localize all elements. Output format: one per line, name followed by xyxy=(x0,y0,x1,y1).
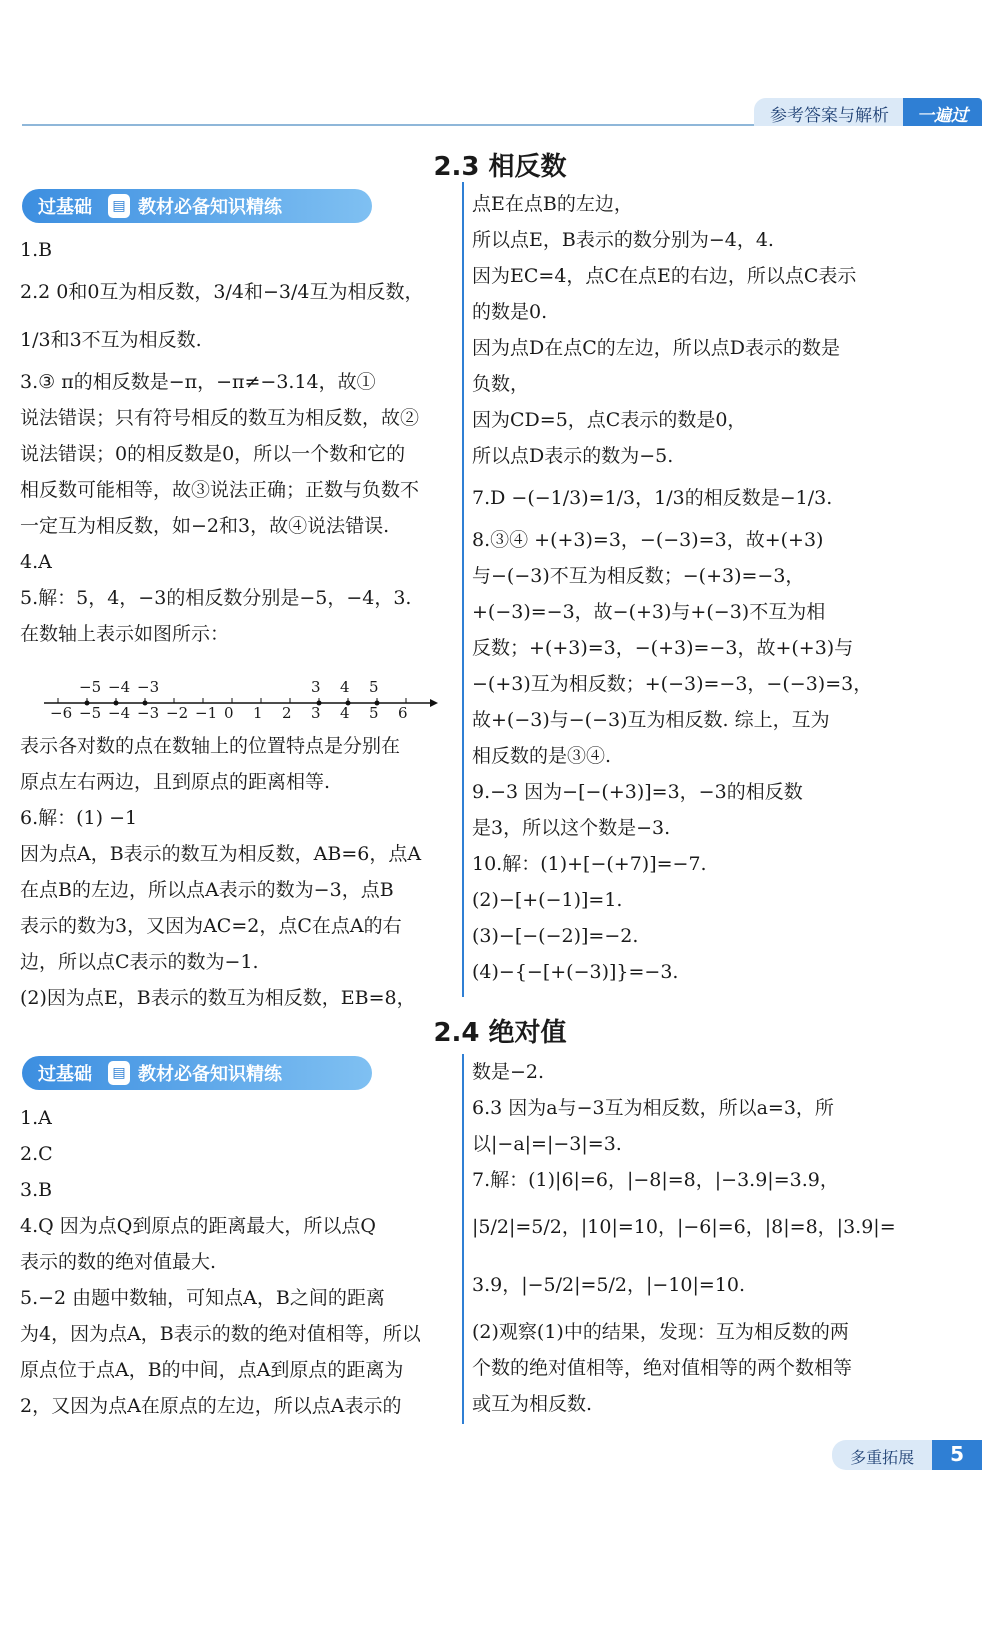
banner-left: 过基础 xyxy=(38,1064,92,1085)
column-divider xyxy=(462,1054,464,1424)
answer-line: 2.2 0和0互为相反数，3/4和−3/4互为相反数， xyxy=(20,281,424,303)
answer-line: 9.−3 因为−[−(+3)]=3，−3的相反数 xyxy=(472,781,803,803)
section-banner xyxy=(22,1056,372,1090)
number-line xyxy=(40,678,440,722)
answer-line: 因为点A，B表示的数互为相反数，AB=6，点A xyxy=(20,843,422,865)
sec2-left-column xyxy=(20,1100,455,1424)
point-label: 5 xyxy=(369,678,379,696)
answer-line: 边，所以点C表示的数为−1. xyxy=(20,951,259,973)
page-number: 5 xyxy=(932,1440,982,1470)
answer-line: 8.③④ +(+3)=3，−(−3)=3，故+(+3) xyxy=(472,529,824,551)
answer-line: 原点位于点A，B的中间，点A到原点的距离为 xyxy=(20,1359,404,1381)
answer-line: 的数是0. xyxy=(472,301,548,323)
answer-line: 2，又因为点A在原点的左边，所以点A表示的 xyxy=(20,1395,402,1417)
banner-right: 教材必备知识精练 xyxy=(138,197,282,218)
point-label: 4 xyxy=(340,678,350,696)
answer-line: 负数， xyxy=(472,373,530,395)
answer-line: 5.解：5，4，−3的相反数分别是−5，−4，3. xyxy=(20,587,412,609)
answer-line: 7.D −(−1/3)=1/3，1/3的相反数是−1/3. xyxy=(472,487,833,509)
sec1-left-column-2 xyxy=(20,728,455,1016)
sec1-right-column xyxy=(472,186,982,990)
header-tab xyxy=(754,98,982,126)
answer-line: −(+3)互为相反数；+(−3)=−3，−(−3)=3， xyxy=(472,673,873,695)
answer-line: (2)因为点E，B表示的数互为相反数，EB=8， xyxy=(20,987,416,1009)
point-label: −4 xyxy=(108,678,131,696)
tick-label: 6 xyxy=(398,704,408,722)
answer-line: +(−3)=−3，故−(+3)与+(−3)不互为相 xyxy=(472,601,826,623)
point-label: 3 xyxy=(311,678,321,696)
answer-line: 3.B xyxy=(20,1179,53,1201)
answer-line: 反数；+(+3)=3，−(+3)=−3，故+(+3)与 xyxy=(472,637,854,659)
answer-line: 与−(−3)不互为相反数；−(+3)=−3， xyxy=(472,565,805,587)
answer-line: 相反数的是③④. xyxy=(472,745,612,767)
column-divider xyxy=(462,182,464,997)
answer-line: 在数轴上表示如图所示： xyxy=(20,623,230,645)
answer-line: 7.解：(1)|6|=6，|−8|=8，|−3.9|=3.9， xyxy=(472,1169,839,1191)
answer-line: 表示各对数的点在数轴上的位置特点是分别在 xyxy=(20,735,401,757)
answer-line: 一定互为相反数，如−2和3，故④说法错误. xyxy=(20,515,390,537)
answer-line: 6.3 因为a与−3互为相反数，所以a=3，所 xyxy=(472,1097,834,1119)
answer-line: 所以点D表示的数为−5. xyxy=(472,445,674,467)
footer-label: 多重拓展 xyxy=(832,1440,932,1470)
answer-line: 说法错误；0的相反数是0，所以一个数和它的 xyxy=(20,443,406,465)
book-icon: ▤ xyxy=(108,1061,130,1085)
answer-line: (2)−[+(−1)]=1. xyxy=(472,889,623,911)
answer-line: 5.−2 由题中数轴，可知点A，B之间的距离 xyxy=(20,1287,385,1309)
tick-label: 5 xyxy=(369,704,379,722)
tick-label: 2 xyxy=(282,704,292,722)
banner-left: 过基础 xyxy=(38,197,92,218)
answer-line: 3.9，|−5/2|=5/2，|−10|=10. xyxy=(472,1274,746,1296)
answer-line: 因为EC=4，点C在点E的右边，所以点C表示 xyxy=(472,265,857,287)
answer-line: 6.解：(1) −1 xyxy=(20,807,138,829)
book-icon: ▤ xyxy=(108,194,130,218)
footer-tab xyxy=(832,1440,982,1470)
answer-line: 1/3和3不互为相反数. xyxy=(20,329,202,351)
answer-line: (2)观察(1)中的结果，发现：互为相反数的两 xyxy=(472,1321,849,1343)
section-title-2-4: 2.4 绝对值 xyxy=(433,1018,567,1048)
tick-label: 0 xyxy=(224,704,234,722)
sec2-right-column xyxy=(472,1054,982,1422)
tick-label: −3 xyxy=(137,704,160,722)
answer-line: 1.B xyxy=(20,239,53,261)
tick-label: −6 xyxy=(50,704,73,722)
answer-line: 因为CD=5，点C表示的数是0， xyxy=(472,409,747,431)
answer-line: 所以点E，B表示的数分别为−4，4. xyxy=(472,229,774,251)
answer-line: 2.C xyxy=(20,1143,53,1165)
answer-line: 因为点D在点C的左边，所以点D表示的数是 xyxy=(472,337,841,359)
section-banner xyxy=(22,189,372,223)
answer-line: 相反数可能相等，故③说法正确；正数与负数不 xyxy=(20,479,420,501)
answer-line: 表示的数为3，又因为AC=2，点C在点A的右 xyxy=(20,915,402,937)
answer-line: 以|−a|=|−3|=3. xyxy=(472,1133,622,1155)
brand-logo: 一遍过 xyxy=(903,98,982,126)
point-label: −3 xyxy=(137,678,160,696)
answer-line: 3.③ π的相反数是−π，−π≠−3.14，故① xyxy=(20,371,376,393)
banner-right: 教材必备知识精练 xyxy=(138,1064,282,1085)
tick-label: −2 xyxy=(166,704,189,722)
point-label: −5 xyxy=(79,678,102,696)
answer-line: 是3，所以这个数是−3. xyxy=(472,817,671,839)
section-label: 参考答案与解析 xyxy=(754,98,903,126)
answer-line: 为4，因为点A，B表示的数的绝对值相等，所以 xyxy=(20,1323,421,1345)
answer-line: 4.A xyxy=(20,551,52,573)
tick-label: −5 xyxy=(79,704,102,722)
answer-line: 或互为相反数. xyxy=(472,1393,593,1415)
answer-line: 1.A xyxy=(20,1107,52,1129)
tick-label: 4 xyxy=(340,704,350,722)
answer-line: 说法错误；只有符号相反的数互为相反数，故② xyxy=(20,407,420,429)
answer-line: 点E在点B的左边， xyxy=(472,193,633,215)
answer-line: 原点左右两边，且到原点的距离相等. xyxy=(20,771,331,793)
answer-line: 数是−2. xyxy=(472,1061,545,1083)
answer-line: 4.Q 因为点Q到原点的距离最大，所以点Q xyxy=(20,1215,376,1237)
tick-label: −1 xyxy=(195,704,218,722)
answer-line: (3)−[−(−2)]=−2. xyxy=(472,925,639,947)
tick-label: −4 xyxy=(108,704,131,722)
section-title-2-3: 2.3 相反数 xyxy=(433,152,567,182)
answer-line: 表示的数的绝对值最大. xyxy=(20,1251,217,1273)
answer-line: 个数的绝对值相等，绝对值相等的两个数相等 xyxy=(472,1357,853,1379)
sec1-left-column xyxy=(20,232,455,652)
answer-line: (4)−{−[+(−3)]}=−3. xyxy=(472,961,679,983)
tick-label: 1 xyxy=(253,704,263,722)
answer-line: 故+(−3)与−(−3)互为相反数. 综上，互为 xyxy=(472,709,830,731)
answer-line: 在点B的左边，所以点A表示的数为−3，点B xyxy=(20,879,394,901)
answer-line: 10.解：(1)+[−(+7)]=−7. xyxy=(472,853,707,875)
tick-label: 3 xyxy=(311,704,321,722)
answer-line: |5/2|=5/2，|10|=10，|−6|=6，|8|=8，|3.9|= xyxy=(472,1216,896,1238)
